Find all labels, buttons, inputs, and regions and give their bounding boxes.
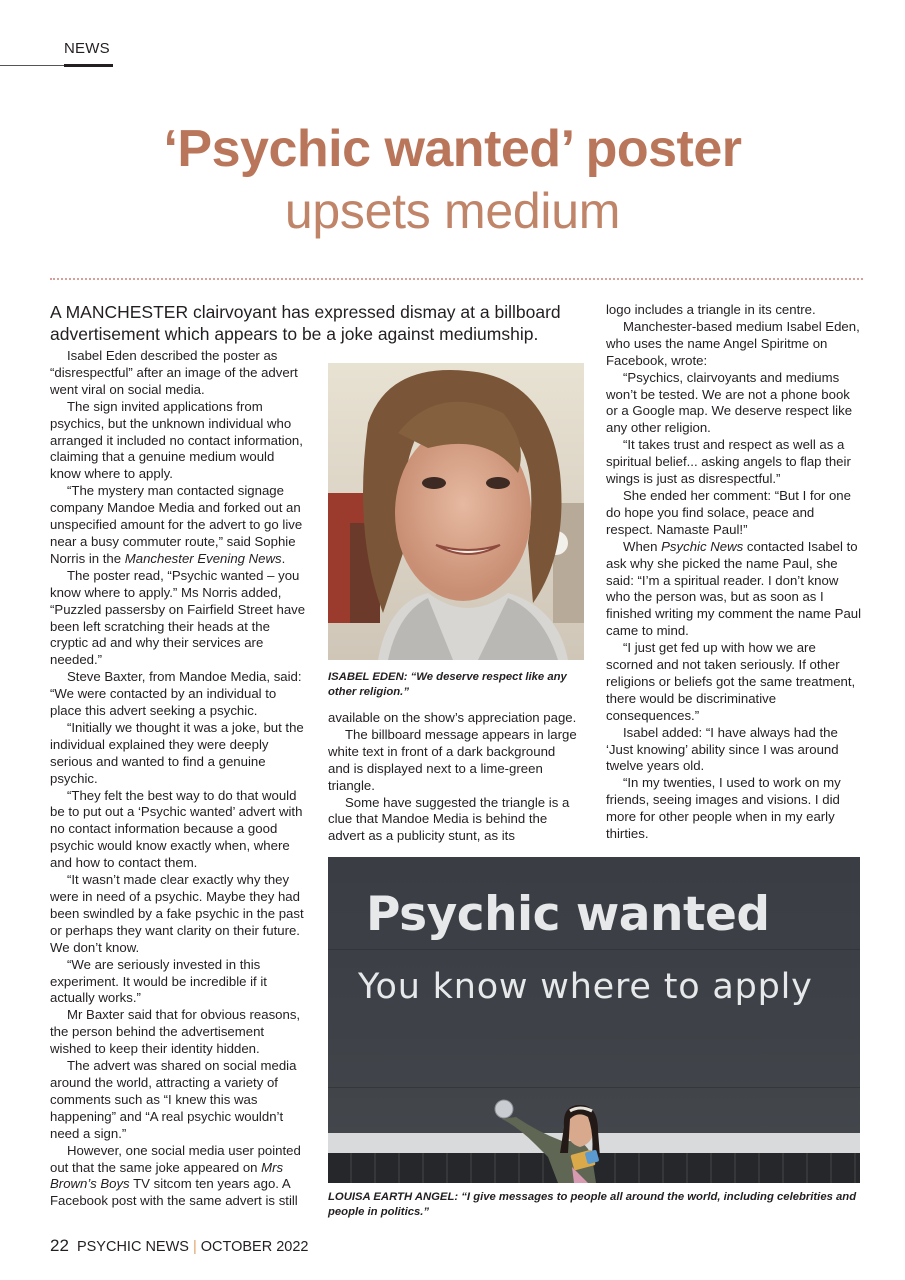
paragraph: The sign invited applications from psychics, but the unknown individual who arranged it included no contact information, claiming that a genuine medium would know where to apply.	[50, 398, 303, 482]
billboard-seam	[328, 949, 860, 950]
issue-date: OCTOBER 2022	[200, 1239, 309, 1255]
paragraph: When Psychic News contacted Isabel to ask why she picked the name Paul, she said: “I’m a spiritual reader. I don’t know who the person was, but as soon as I finished writing my comment the name Paul came to mind.	[606, 538, 862, 639]
page-footer	[50, 1236, 308, 1256]
publication-name: Psychic News	[661, 538, 744, 554]
woman-with-crystal-ball-figure	[488, 1097, 628, 1183]
paragraph: The billboard message appears in large white text in front of a dark background and is displayed next to a lime-green triangle.	[328, 726, 577, 793]
paragraph: “We are seriously invested in this experiment. It would be incredible if it actually works.”	[50, 956, 267, 1006]
portrait-image	[328, 363, 584, 660]
portrait-photo-isabel-eden	[328, 363, 584, 660]
billboard-caption: LOUISA EARTH ANGEL: “I give messages to people all around the world, including celebrities and people in politics.”	[328, 1191, 857, 1218]
paragraph: However, one social media user pointed out that the same joke appeared on Mrs Brown’s Boys TV sitcom ten years ago. A Facebook post with the same advert is still	[50, 1142, 301, 1209]
column-right	[606, 302, 864, 843]
footer-separator: |	[192, 1239, 197, 1255]
publication-title: PSYCHIC NEWS	[76, 1239, 189, 1255]
billboard-photo	[328, 857, 860, 1183]
publication-name: Manchester Evening News	[124, 550, 282, 566]
page-number: 22	[50, 1236, 69, 1255]
paragraph: logo includes a triangle in its centre.	[606, 302, 816, 317]
portrait-caption: ISABEL EDEN: “We deserve respect like any other religion.”	[328, 671, 567, 698]
billboard-subline: You know where to apply	[358, 967, 813, 1007]
paragraph: “It takes trust and respect as well as a spiritual belief... asking angels to flap their wings is just as disrespectful.”	[606, 437, 851, 487]
paragraph: She ended her comment: “But I for one do hope you find solace, peace and respect. Namaste Paul!”	[606, 487, 851, 537]
standfirst: A MANCHESTER clairvoyant has expressed dismay at a billboard advertisement which appears to be a joke against mediumship.	[50, 302, 561, 344]
paragraph: Mr Baxter said that for obvious reasons, the person behind the advertisement wished to keep their identity hidden.	[50, 1007, 301, 1057]
paragraph: available on the show’s appreciation page.	[328, 710, 577, 725]
show-name: Mrs Brown’s Boys	[50, 1159, 284, 1192]
paragraph: Isabel Eden described the poster as “disrespectful” after an image of the advert went viral on social media.	[50, 348, 298, 397]
paragraph: “In my twenties, I used to work on my friends, seeing images and visions. I did more for other people when in my early thirties.	[606, 775, 841, 842]
paragraph: “It wasn’t made clear exactly why they were in need of a psychic. Maybe they had been swindled by a fake psychic in the past or perhaps they want clarity on their future. We don’t know.	[50, 872, 304, 955]
paragraph: “The mystery man contacted signage company Mandoe Media and forked out an unspecified amount for the advert to go live near a busy commuter route,” said Sophie Norris in the Manchester Evening News.	[50, 483, 303, 566]
billboard-headline: Psychic wanted	[366, 887, 770, 942]
paragraph: The poster read, “Psychic wanted – you know where to apply.” Ms Norris added, “Puzzled passersby on Fairfield Street have been left scratching their heads at the cryptic ad and why their services are needed.”	[50, 567, 306, 668]
paragraph: Some have suggested the triangle is a clue that Mandoe Media is behind the advert as a publicity stunt, as its	[328, 794, 570, 844]
column-left	[50, 348, 306, 1210]
paragraph: “Psychics, clairvoyants and mediums won’t be tested. We are not a phone book or a Google map. We deserve respect like any other religion.	[606, 369, 853, 436]
paragraph: Manchester-based medium Isabel Eden, who uses the name Angel Spiritme on Facebook, wrote:	[606, 318, 860, 368]
column-middle	[328, 710, 580, 845]
paragraph: The advert was shared on social media around the world, attracting a variety of comments such as “I knew this was happening” and “A real psychic wouldn’t need a sign.”	[50, 1058, 297, 1141]
header-rule-thin	[0, 65, 64, 66]
section-label: NEWS	[64, 40, 110, 57]
billboard-seam	[328, 1087, 860, 1088]
dotted-divider	[50, 278, 863, 280]
paragraph: “I just get fed up with how we are scorned and not taken seriously. If other religions or beliefs got the same treatment, there would be discriminative consequences.”	[606, 640, 856, 723]
paragraph: Isabel added: “I have always had the ‘Just knowing’ ability since I was around twelve years old.	[606, 724, 839, 774]
headline-sub: upsets medium	[284, 183, 621, 239]
headline-main: ‘Psychic wanted’ poster	[163, 120, 742, 178]
paragraph: “Initially we thought it was a joke, but the individual explained they were deeply serious and wanted to find a genuine psychic.	[50, 719, 304, 786]
paragraph: Steve Baxter, from Mandoe Media, said: “We were contacted by an individual to place this advert seeking a psychic.	[50, 669, 302, 719]
header-rule-accent	[64, 64, 113, 67]
paragraph: “They felt the best way to do that would be to put out a ‘Psychic wanted’ advert with no contact information because a good psychic would know exactly when, where and how to contact them.	[50, 787, 303, 871]
